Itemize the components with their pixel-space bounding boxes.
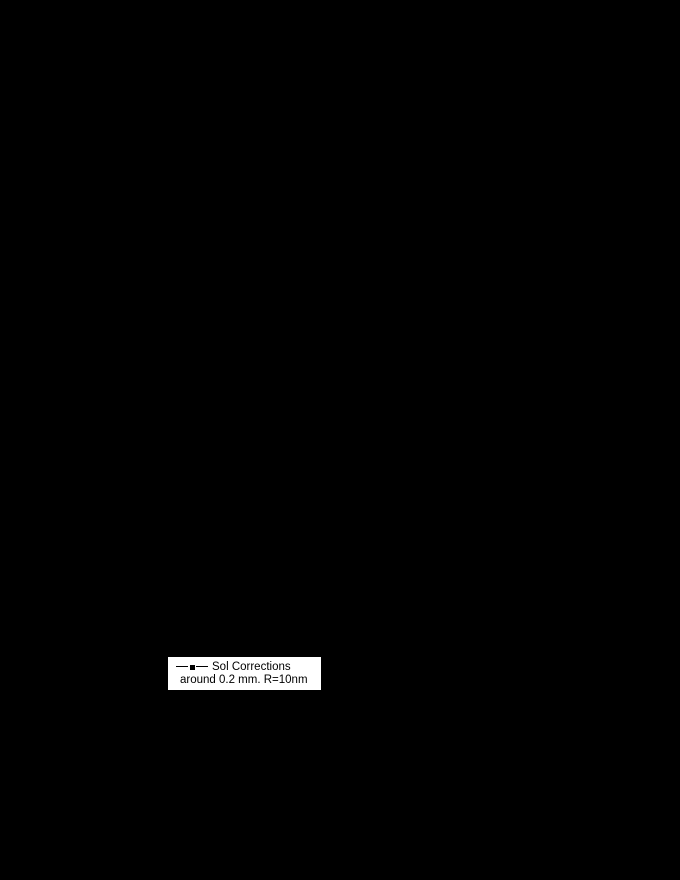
legend-entry bbox=[169, 660, 320, 674]
legend-entry-label: Sol Corrections bbox=[212, 660, 291, 673]
legend-entry-sublabel: around 0.2 mm. R=10nm bbox=[180, 674, 308, 686]
line-square-marker-icon bbox=[176, 661, 208, 673]
chart-legend bbox=[168, 657, 321, 690]
